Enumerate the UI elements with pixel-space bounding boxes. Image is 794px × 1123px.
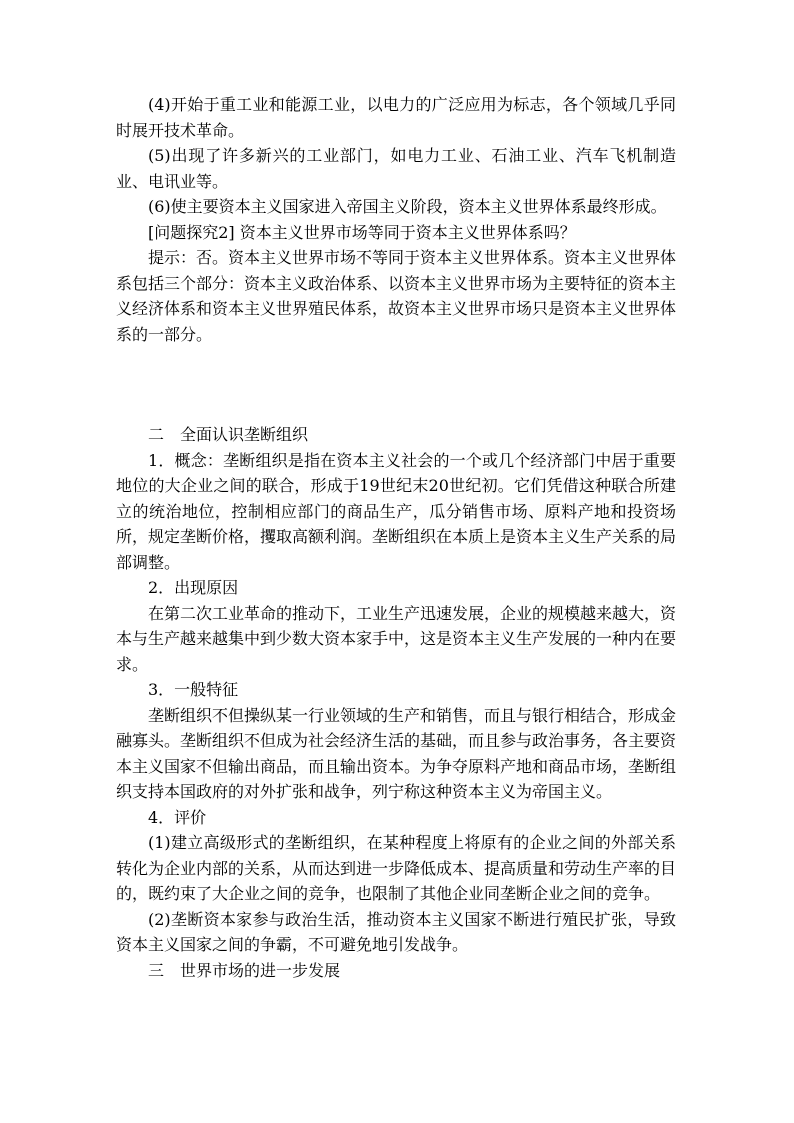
features-heading: 3．一般特征 [148,680,239,699]
cause-paragraph: 在第二次工业革命的推动下，工业生产迅速发展，企业的规模越来越大，资本与生产越来越集中到少数大资本家手中，这是资本主义生产发展的一种内在要求。 [116,603,677,674]
concept-paragraph: 1．概念：垄断组织是指在资本主义社会的一个或几个经济部门中居于重要地位的大企业之间的联合，形成于19世纪末20世纪初。它们凭借这种联合所建立的统治地位，控制相应部门的商品生产，瓜分销售市场、原料产地和投资场所，规定垄断价格，攫取高额利润。垄断组织在本质上是资本主义生产关系的局部调整。 [116,450,677,572]
hint-answer: 提示：否。资本主义世界市场不等同于资本主义世界体系。资本主义世界体系包括三个部分：资本主义政治体系、以资本主义世界市场为主要特征的资本主义经济体系和资本主义世界殖民体系，故资本主义世界市场只是资本主义世界体系的一部分。 [116,248,677,344]
section-three-title: 三 世界市场的进一步发展 [148,960,341,980]
evaluation-point-1: (1)建立高级形式的垄断组织，在某种程度上将原有的企业之间的外部关系转化为企业内部的关系，从而达到进一步降低成本、提高质量和劳动生产率的目的，既约束了大企业之间的竞争，也限制了其他企业同垄断企业之间的竞争。 [116,833,677,903]
question-inquiry-2: [问题探究2] 资本主义世界市场等同于资本主义世界体系吗？ [148,222,576,242]
evaluation-point-2: (2)垄断资本家参与政治生活，推动资本主义国家不断进行殖民扩张，导致资本主义国家之间的争霸，不可避免地引发战争。 [116,909,676,954]
paragraph-point-5: (5)出现了许多新兴的工业部门，如电力工业、石油工业、汽车飞机制造业、电讯业等。 [116,146,676,191]
evaluation-heading: 4．评价 [148,807,207,827]
document-body [116,92,676,983]
paragraph-point-4: (4)开始于重工业和能源工业，以电力的广泛应用为标志，各个领域几乎同时展开技术革命。 [116,95,676,140]
section-spacer [116,347,676,422]
features-paragraph: 垄断组织不但操纵某一行业领域的生产和销售，而且与银行相结合，形成金融寡头。垄断组织不但成为社会经济生活的基础，而且参与政治事务，各主要资本主义国家不但输出商品，而且输出资本。为争夺原料产地和商品市场，垄断组织支持本国政府的对外扩张和战争，列宁称这种资本主义为帝国主义。 [116,705,677,801]
cause-heading: 2．出现原因 [148,578,239,597]
paragraph-point-6: (6)使主要资本主义国家进入帝国主义阶段，资本主义世界体系最终形成。 [148,197,667,216]
section-two-title: 二 全面认识垄断组织 [148,425,309,444]
